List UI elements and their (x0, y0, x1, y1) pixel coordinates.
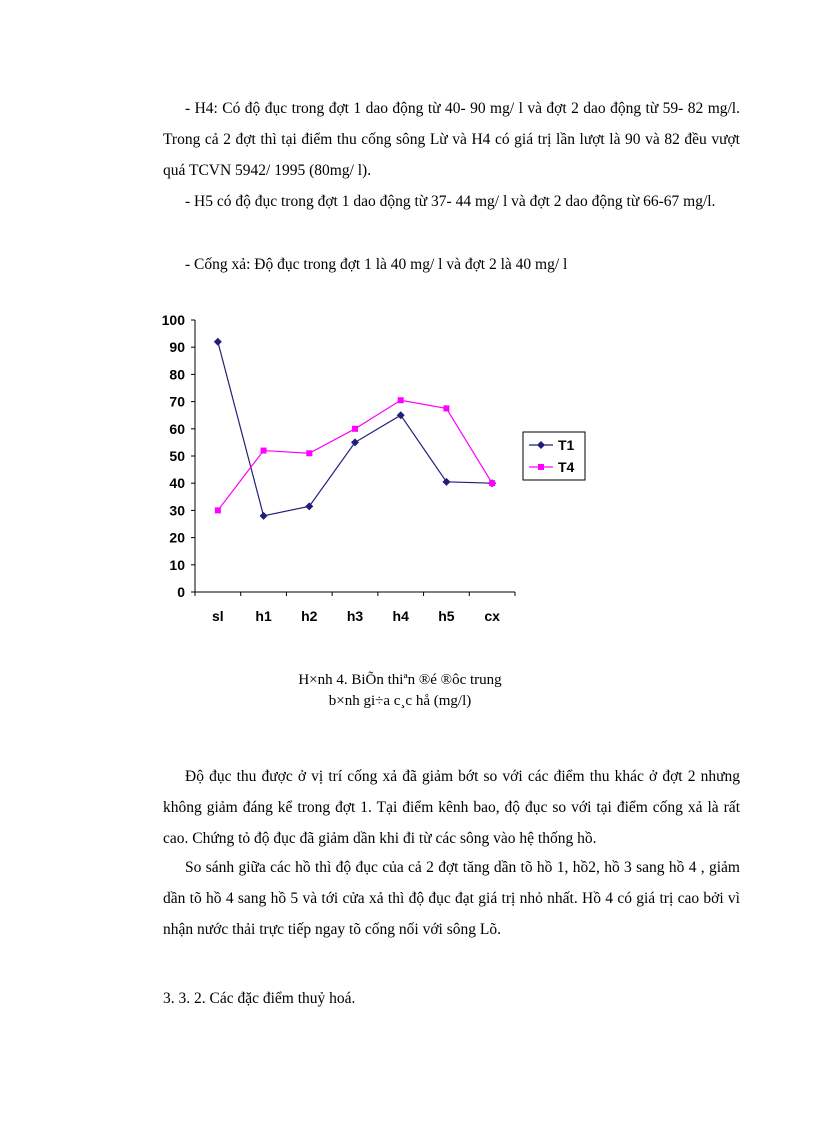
x-tick-label: h5 (438, 608, 455, 624)
legend-label-t1: T1 (558, 437, 575, 453)
data-point-t1 (351, 438, 359, 446)
turbidity-chart (140, 300, 620, 645)
data-point-t4 (261, 448, 267, 454)
paragraph-h4: - H4: Có độ đục trong đợt 1 dao động từ 40- 90 mg/ l và đợt 2 dao động từ 59- 82 mg/l. Trong cả 2 đợt thì tại điểm thu cống sông Lừ và H4 có giá trị lần lượt là 90 và 82 đều vượt quá TCVN 5942/ 1995 (80mg/ l). (163, 100, 740, 179)
y-tick-label: 100 (161, 312, 185, 328)
y-tick-label: 0 (177, 584, 185, 600)
series-line-t4 (218, 400, 492, 510)
data-point-t1 (397, 411, 405, 419)
x-tick-label: h4 (392, 608, 409, 624)
data-point-t1 (442, 478, 450, 486)
data-point-t4 (215, 507, 221, 513)
data-point-t1 (305, 502, 313, 510)
x-tick-label: h1 (255, 608, 272, 624)
data-point-t4 (352, 426, 358, 432)
y-tick-label: 90 (169, 339, 185, 356)
legend-label-t4: T4 (558, 459, 575, 475)
x-tick-label: h2 (301, 608, 318, 624)
y-tick-label: 10 (169, 556, 185, 573)
x-tick-label: cx (484, 608, 500, 624)
x-tick-label: h3 (346, 608, 364, 624)
data-point-t4 (489, 480, 495, 486)
y-tick-label: 40 (169, 475, 185, 492)
section-heading: 3. 3. 2. Các đặc điểm thuỷ hoá. (163, 990, 356, 1007)
y-tick-label: 60 (169, 420, 185, 437)
data-point-t4 (398, 397, 404, 403)
x-tick-label: sl (212, 608, 224, 624)
legend-box (523, 432, 585, 480)
chart-svg (140, 300, 620, 645)
data-point-t1 (214, 338, 222, 346)
paragraph-discussion-1: Độ đục thu được ở vị trí cống xả đã giảm bớt so với các điểm thu khác ở đợt 2 nhưng không giảm đáng kể trong đợt 1. Tại điểm kênh bao, độ đục so với tại điểm cống xả là rất cao. Chứng tỏ độ đục đã giảm dần khi đi từ các sông vào hệ thống hồ. (163, 768, 740, 847)
data-point-t1 (260, 512, 268, 520)
y-tick-label: 50 (169, 448, 185, 464)
data-point-t4 (443, 405, 449, 411)
figure-caption-line1: H×nh 4. BiÕn thiªn ®é ®ôc trung (298, 672, 502, 688)
paragraph-discussion-2: So sánh giữa các hồ thì độ đục của cả 2 đợt tăng dần tõ hồ 1, hồ2, hồ 3 sang hồ 4 , giảm dần tõ hồ 4 sang hồ 5 và tới cửa xả thì độ đục đạt giá trị nhỏ nhất. Hồ 4 có giá trị cao bởi vì nhận nước thải trực tiếp ngay tõ cống nối với sông Lõ. (163, 859, 740, 938)
y-tick-label: 80 (169, 366, 185, 383)
paragraph-cong-xa: - Cống xả: Độ đục trong đợt 1 là 40 mg/ l và đợt 2 là 40 mg/ l (185, 256, 568, 273)
y-tick-label: 30 (169, 502, 185, 519)
data-point-t4 (306, 450, 312, 456)
legend-marker-t4 (538, 464, 544, 470)
paragraph-h5: - H5 có độ đục trong đợt 1 dao động từ 37- 44 mg/ l và đợt 2 dao động từ 66-67 mg/l. (185, 193, 716, 210)
figure-caption-line2: b×nh gi÷a c¸c hå (mg/l) (328, 693, 472, 709)
y-tick-label: 20 (169, 529, 185, 546)
y-tick-label: 70 (169, 393, 185, 410)
